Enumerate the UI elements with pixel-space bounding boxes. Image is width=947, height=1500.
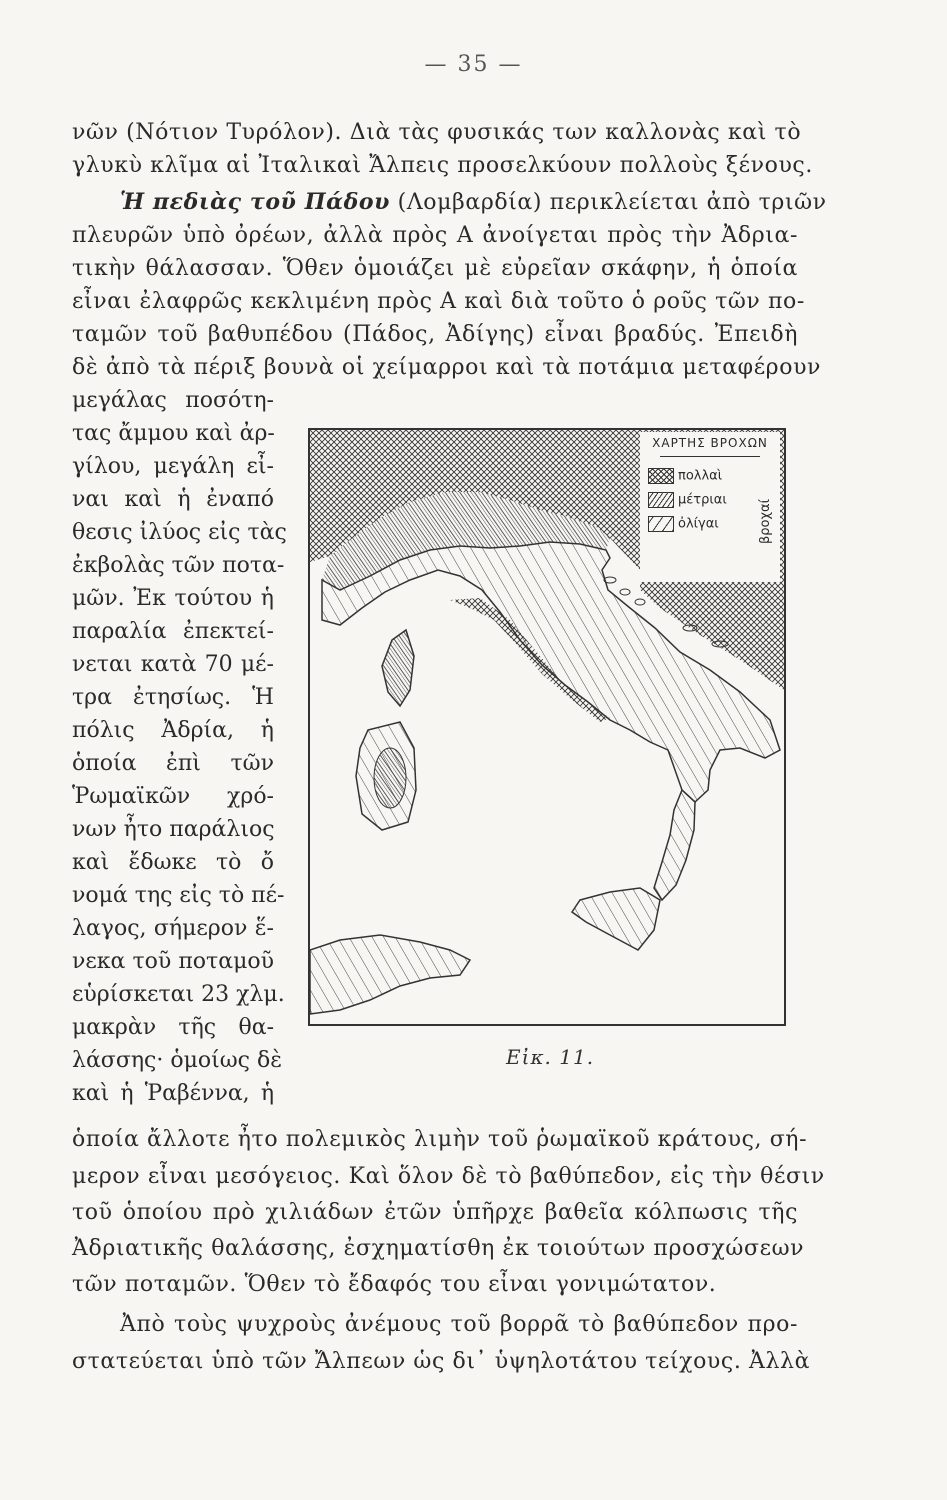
text-line: μεγάλας ποσότη-	[72, 388, 274, 413]
page-number: — 35 —	[424, 52, 523, 77]
text-line: καὶ ἔδωκε τὸ ὄ	[72, 850, 274, 875]
legend-item-medium	[648, 492, 727, 508]
text-line: παραλία ἐπεκτεί-	[72, 619, 274, 644]
text-line: Ἀπὸ τοὺς ψυχροὺς ἀνέμους τοῦ βορρᾶ τὸ βαθύπεδον προ-	[120, 1312, 798, 1337]
island-mark	[604, 577, 616, 583]
island-mark	[620, 589, 630, 595]
sicily-island	[572, 888, 660, 950]
text-line: Ῥωμαϊκῶν χρό-	[72, 784, 274, 809]
legend-label: πολλαὶ	[678, 468, 723, 484]
text-line: τρα ἐτησίως. Ἡ	[72, 685, 274, 710]
text-line: γίλου, μεγάλη εἶ-	[72, 454, 274, 479]
light-swatch	[648, 516, 674, 532]
island-mark	[635, 599, 645, 605]
corsica-island	[382, 630, 414, 706]
heavy-swatch	[648, 468, 674, 484]
text-line: δὲ ἀπὸ τὰ πέριξ βουνὰ οἱ χείμαρροι καὶ τὰ ποτάμια μεταφέρουν	[72, 355, 822, 380]
legend-group-label: βροχαί	[758, 499, 773, 544]
figure-caption: Εἰκ. 11.	[506, 1045, 595, 1069]
text-line: τοῦ ὁποίου πρὸ χιλιάδων ἐτῶν ὑπῆρχε βαθεῖα κόλπωσις τῆς	[72, 1200, 798, 1225]
sardinia-mid-zone	[374, 748, 406, 808]
text-line: πόλις Ἀδρία, ἡ	[72, 718, 274, 743]
legend-title: ΧΑΡΤΗΣ ΒΡΟΧΩΝ	[652, 436, 768, 450]
text-line: νομά της εἰς τὸ πέ-	[72, 883, 285, 908]
legend-label: ὀλίγαι	[678, 516, 719, 532]
text-line: νεται κατὰ 70 μέ-	[72, 652, 274, 677]
text-line: γλυκὺ κλῖμα αἱ Ἰταλικαὶ Ἄλπεις προσελκύουν πολλοὺς ξένους.	[72, 153, 813, 178]
text-line: τικὴν θάλασσαν. Ὅθεν ὁμοιάζει μὲ εὐρεῖαν σκάφην, ἡ ὁποία	[72, 256, 798, 281]
text-line: Ἀδριατικῆς θαλάσσης, ἐσχηματίσθη ἐκ τοιούτων προσχώσεων	[72, 1236, 805, 1261]
map-legend	[640, 432, 780, 582]
text-line: καὶ ἡ Ῥαβέννα, ἡ	[72, 1081, 274, 1106]
text-line: λαγος, σήμερον ἕ-	[72, 916, 274, 941]
legend-item-light	[648, 516, 719, 532]
text-line: μῶν. Ἐκ τούτου ἡ	[72, 586, 274, 611]
text-line: θεσις ἰλύος εἰς τὰς	[72, 520, 287, 545]
calabria-region	[654, 790, 695, 900]
legend-divider	[660, 456, 760, 457]
text-line: εἶναι ἐλαφρῶς κεκλιμένη πρὸς Α καὶ διὰ τοῦτο ὁ ροῦς τῶν πο-	[72, 289, 805, 314]
text-line: λάσσης· ὁμοίως δὲ	[72, 1048, 283, 1073]
text-line: ὁποία ἐπὶ τῶν	[72, 751, 274, 776]
text-line: τας ἄμμου καὶ ἀρ-	[72, 421, 275, 446]
legend-label: μέτριαι	[678, 492, 727, 508]
medium-swatch	[648, 492, 674, 508]
text-line: μακρὰν τῆς θα-	[72, 1015, 274, 1040]
text-line: πλευρῶν ὑπὸ ὀρέων, ἀλλὰ πρὸς Α ἀνοίγεται πρὸς τὴν Ἀδρια-	[72, 223, 798, 248]
text-line: στατεύεται ὑπὸ τῶν Ἄλπεων ὡς δι᾽ ὑψηλοτάτου τείχους. Ἀλλὰ	[72, 1349, 811, 1374]
text-line: μερον εἶναι μεσόγειος. Καὶ ὅλον δὲ τὸ βαθύπεδον, εἰς τὴν θέσιν	[72, 1164, 825, 1189]
text-line	[120, 186, 827, 219]
text-line: ὁποία ἄλλοτε ἦτο πολεμικὸς λιμὴν τοῦ ῥωμαϊκοῦ κράτους, σή-	[72, 1127, 808, 1152]
text-line: νεκα τοῦ ποταμοῦ	[72, 949, 274, 974]
text-span: (Λομβαρδία) περικλείεται ἀπὸ τριῶν	[390, 190, 827, 215]
text-line: νων ἦτο παράλιος	[72, 817, 275, 842]
text-line: νῶν (Νότιον Τυρόλον). Διὰ τὰς φυσικάς των καλλονὰς καὶ τὸ	[72, 120, 802, 145]
text-line: ἐκβολὰς τῶν ποτα-	[72, 553, 285, 578]
section-heading: Ἡ πεδιὰς τοῦ Πάδου	[120, 189, 391, 215]
text-line: ταμῶν τοῦ βαθυπέδου (Πάδος, Ἀδίγης) εἶναι βραδύς. Ἐπειδὴ	[72, 322, 798, 347]
text-line: εὑρίσκεται 23 χλμ.	[72, 982, 285, 1007]
rainfall-map-figure	[308, 428, 786, 1026]
legend-item-heavy	[648, 468, 722, 484]
text-line: τῶν ποταμῶν. Ὅθεν τὸ ἔδαφός του εἶναι γονιμώτατον.	[72, 1272, 717, 1297]
north-africa-coast	[310, 935, 470, 1014]
text-line: ναι καὶ ἡ ἐναπό	[72, 487, 274, 512]
